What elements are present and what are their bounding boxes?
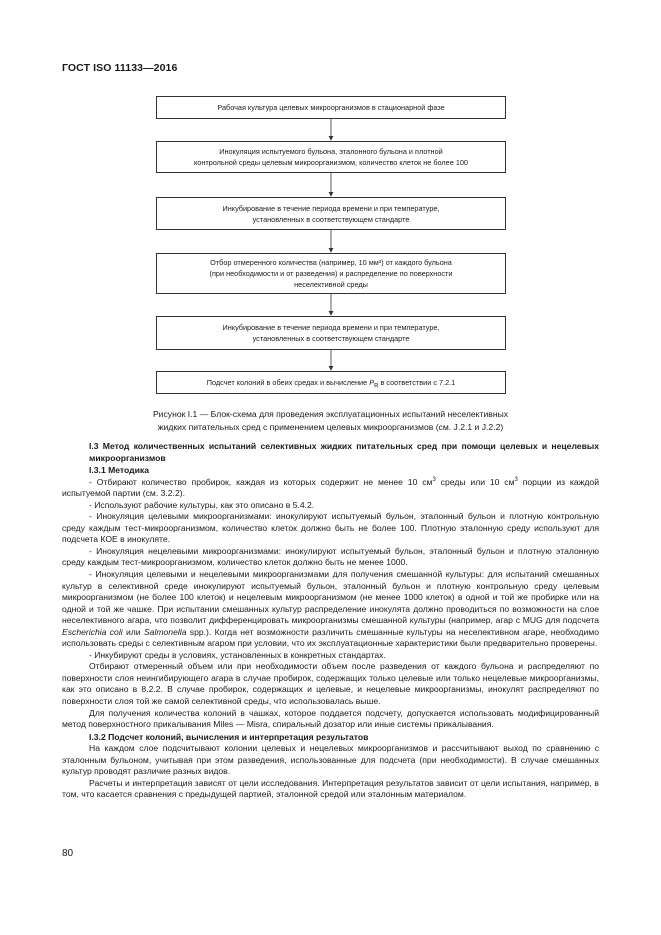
flow-step-6 [156, 371, 506, 394]
flowchart [0, 0, 661, 400]
paragraph: Для получения количества колоний в чашках, которое поддается подсчету, допускается использовать модифицированный метод поверхностного прикалывания Miles — Misra, спиральный дозатор или иные системы прикалывания. [62, 707, 599, 730]
section-heading: I.3 Метод количественных испытаний селективных жидких питательных сред при помощи целевых и нецелевых микроорганизмов [89, 441, 599, 463]
flow-step-text: установленных в соответствующем стандарте [252, 334, 410, 343]
subsection-heading-results: I.3.2 Подсчет колоний, вычисления и интерпретация результатов [89, 731, 369, 742]
flow-step-1 [156, 96, 506, 119]
paragraph: - Инокуляция нецелевыми микроорганизмами: инокулируют испытуемый бульон, эталонный бульон и плотную эталонную среду каждым тест-микроорганизмом, количество клеток должно быть не менее 1000. [62, 545, 599, 568]
subsection-heading-procedure: I.3.1 Методика [89, 465, 149, 476]
caption-line-1: Рисунок I.1 — Блок-схема для проведения эксплуатационных испытаний неселективных [152, 409, 509, 419]
flow-step-text: Инкубирование в течение периода времени и при температуре, [222, 323, 440, 332]
caption-line-2: жидких питательных сред с применением целевых микроорганизмов (см. J.2.1 и J.2.2) [157, 421, 504, 432]
document-header: ГОСТ ISO 11133—2016 [62, 62, 178, 74]
flow-step-text: контрольной среды целевым микроорганизмом, количество клеток не более 100 [193, 158, 468, 167]
flow-step-text: Инокуляция испытуемого бульона, эталонного бульона и плотной [219, 147, 443, 156]
flow-step-5 [156, 316, 506, 350]
paragraph: На каждом слое подсчитывают колонии целевых и нецелевых микроорганизмов и рассчитывают выход по сравнению с эталонным бульоном, учитывая при этом разведения, использованные для подсчета (при необходимости). В случае смешанных культур проводят различие разных видов. [62, 743, 599, 777]
document-body [62, 441, 599, 801]
figure-caption [0, 408, 661, 433]
flow-step-2 [156, 141, 506, 173]
flow-step-text: Подсчет колоний в обеих средах и вычисление $P_R$ в соответствии с 7.2.1 [206, 378, 456, 390]
flow-step-4 [156, 253, 506, 294]
paragraph: - Используют рабочие культуры, как это описано в 5.4.2. [89, 499, 315, 510]
paragraph: Расчеты и интерпретация зависят от цели исследования. Интерпретация результатов зависит от цели испытания, например, в том, что касается сравнения с предыдущей партией, эталонной средой или эталонным материалом. [62, 777, 599, 800]
flow-step-3 [156, 197, 506, 230]
flow-step-text: Рабочая культура целевых микроорганизмов в стационарной фазе [217, 103, 445, 112]
flow-step-text: неселективной среды [294, 280, 368, 289]
paragraph: - Отбирают количество пробирок, каждая из которых содержит не менее 10 $см^3$ среды или 10 $см^3$ порции из каждой испытуемой партии (см. 3.2.2). [62, 476, 600, 499]
paragraph: - Инкубируют среды в условиях, установленных в конкретных стандартах. [89, 649, 386, 660]
paragraph: Отбирают отмеренный объем или при необходимости объем после разведения от каждого бульона и распределяют по поверхности слоя неингибирующего агара в случае пробирок, содержащих только целевые или только нецелевые микроорганизмы, как это описано в 8.2.2. В случае пробирок, содержащих и целевые, и нецелевые микроорганизмы, инокулят распределяют по поверхности слоя той же самой селективной среды, что использовалась выше. [62, 661, 599, 707]
flow-step-text: Отбор отмеренного количества (например, 10 мм³) от каждого бульона [210, 258, 452, 267]
paragraph: - Инокуляция целевыми микроорганизмами: инокулируют испытуемый бульон, эталонный бульон и плотную контрольную среду каждым тест-микроорганизмом, количество клеток должно быть не более 100. Плотную эталонную среду используют для подсчета КОЕ в инокуляте. [62, 511, 599, 545]
page-number: 80 [62, 848, 74, 859]
paragraph: - Инокуляция целевыми и нецелевыми микроорганизмами для получения смешанной культуры: для испытаний смешанных культур в селективной среде инокулируют испытуемый бульон, эталонный бульон и плотную контрольную среду целевым микроорганизмом (не более 100 клеток) и нецелевым микроорганизмом (не менее 1000 клеток) в одной и той же пробирке или на одной и той же чашке. При испытании смешанных культур распределение инокулята должно проводиться по возможности на слое неселективного агара, что позволит дифференцировать микроорганизмы смешанной культуры (например, агар с MUG для подсчета Escherichia coli или Salmonella spp.). Когда нет возможности различить смешанные культуры на неселективном агаре, необходимо использовать среды с селективным агаром при условии, что их эксплуатационные характеристики были предварительно проверены. [62, 569, 599, 649]
flow-step-text: Инкубирование в течение периода времени и при температуре, [222, 203, 440, 213]
flow-step-text: (при необходимости и от разведения) и распределение по поверхности [209, 269, 453, 278]
flow-step-text: установленных в соответствующем стандарте [252, 214, 410, 224]
